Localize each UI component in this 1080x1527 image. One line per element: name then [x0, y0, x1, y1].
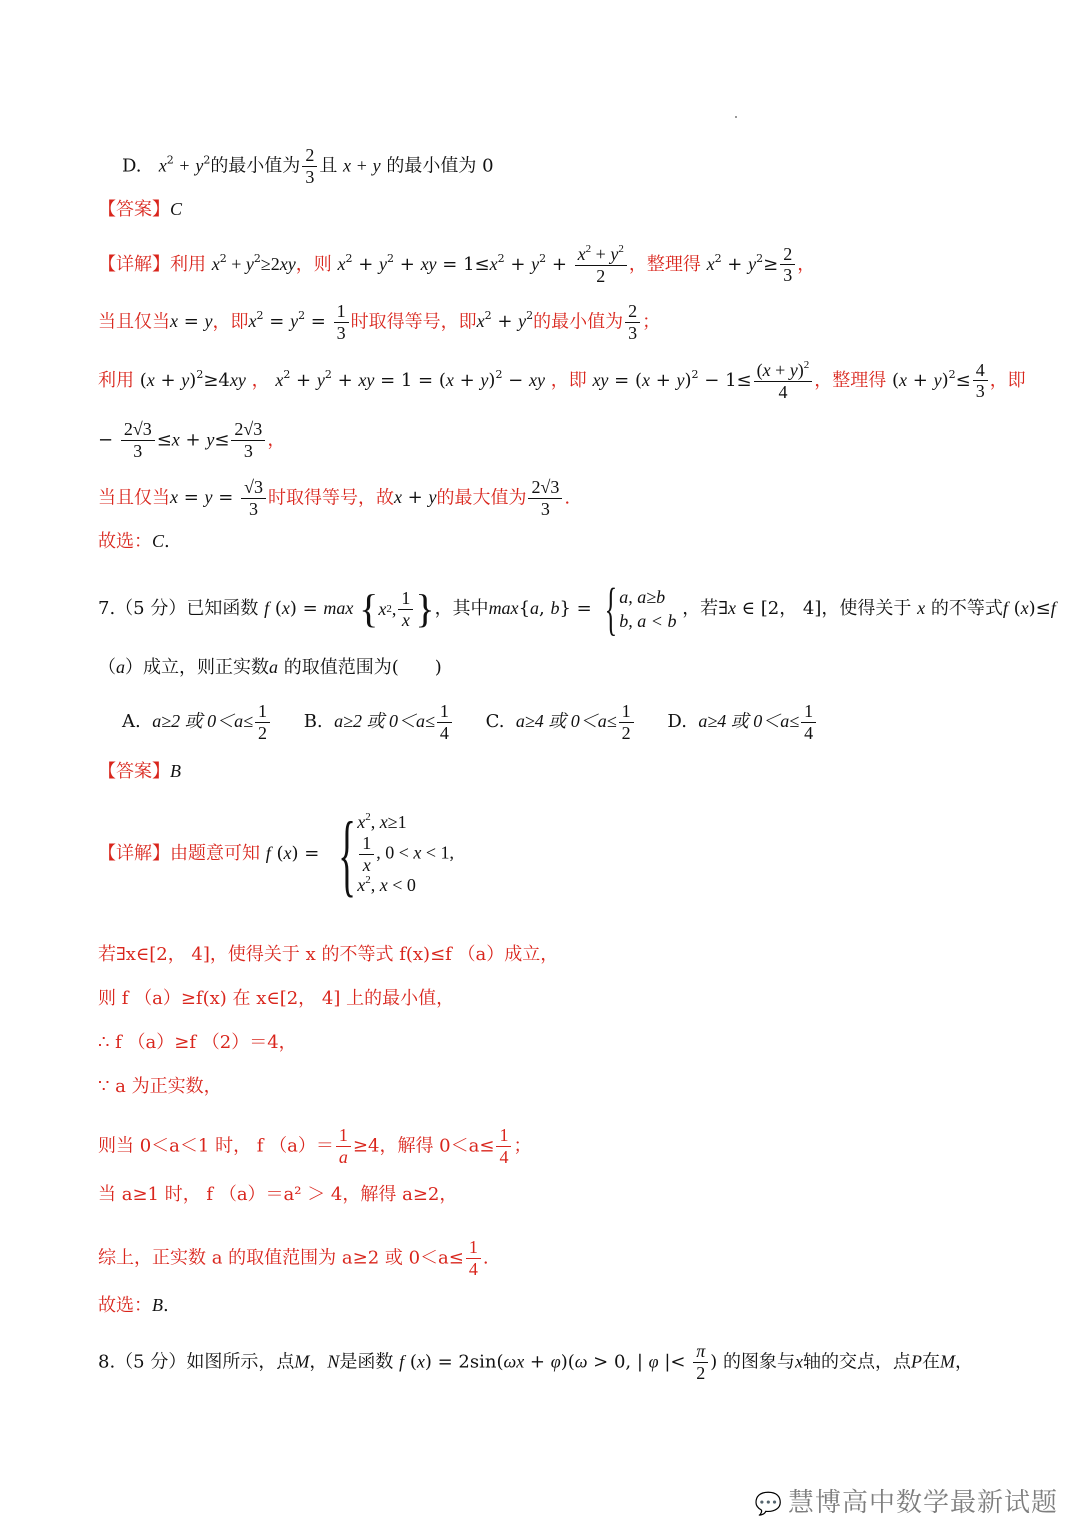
wechat-icon: 💬	[754, 1492, 783, 1517]
answer-7	[98, 762, 181, 781]
detail6-line3: 利用 $(x + y)^2\ge 4xy$ ， $x^2 + y^2$ + xy = $1 = (x + y)^2$ − xy ，即 xy = $(x + y)^2 - 1\le$ $\frac{(x + y)^2}{4}$ ，整理得 $(x + y)^2\le$ $\frac{4}{3}$ ，即	[98, 359, 1026, 402]
stray-dot	[735, 116, 737, 118]
question-7-line2: （a）成立，则正实数a 的取值范围为( )	[98, 657, 442, 678]
text: 8.（5 分）如图所示，点	[98, 1351, 295, 1373]
set-braces: { x 2 , $\frac{1}{x}$ }	[359, 586, 435, 631]
option-label: D.	[122, 155, 142, 177]
option-b[interactable]: B. a≥2 或 0＜a≤ $\frac{1}{4}$	[304, 711, 454, 732]
detail7-line5: 则当 0＜a＜1 时， f （a）＝ $\frac{1}{a}$ ≥4，解得 0＜a≤ $\frac{1}{4}$ ；	[98, 1125, 532, 1167]
text: ；	[513, 1135, 532, 1157]
text: ；	[642, 311, 661, 333]
question-8-line1: 8.（5 分）如图所示，点M，N是函数 f (x) = 2sin(ωx + φ)(ω > 0, | φ |< $\frac{\pi}{2}$ ) 的图象与x轴的交点，点P在M，	[98, 1341, 974, 1383]
option-a[interactable]: A. a≥2 或 0＜a≤ $\frac{1}{2}$	[122, 711, 272, 732]
text: 时取得等号，故	[267, 487, 394, 509]
detail7-choose	[98, 1296, 169, 1315]
detail7-line1: 若∃x∈[2， 4]，使得关于 x 的不等式 f(x)≤f （a）成立，	[98, 944, 559, 965]
detail7-line7: 综上，正实数 a 的取值范围为 a≥2 或 0＜a≤ $\frac{1}{4}$ .	[98, 1237, 489, 1279]
detail7-line3: ∴ f （a）≥f （2）＝4，	[98, 1032, 297, 1053]
text: 时取得等号，即	[350, 311, 477, 333]
text: 的取值范围为( )	[283, 657, 442, 678]
text: ，即	[550, 369, 587, 391]
text: ）成立，则正实数	[125, 657, 269, 678]
text: 的最小值为 0	[386, 155, 494, 177]
detail7-line2: 则 f （a）≥f(x) 在 x∈[2， 4] 上的最小值，	[98, 988, 455, 1009]
choice: C	[152, 531, 165, 551]
answer-6	[98, 200, 182, 219]
text: ，	[955, 1351, 974, 1373]
text: （	[98, 657, 116, 678]
choice: B	[152, 1295, 163, 1315]
option-d-line: D. $x^2 + y^2$的最小值为 $\frac{2}{3}$ 且 x + y 的最小值为 0	[122, 145, 494, 187]
watermark-text: 慧博高中数学最新试题	[787, 1488, 1058, 1518]
text: 当且仅当	[98, 311, 170, 333]
text: .	[164, 531, 170, 552]
text: .	[482, 1247, 489, 1269]
piecewise-function: { $x^2$, x≥1 $\frac{1}{x}$ , 0 < x < 1, $x^2$, x < 0	[338, 803, 455, 905]
watermark	[755, 1482, 1058, 1519]
text: ，其中	[434, 598, 489, 619]
answer-value: B	[170, 761, 181, 781]
text: ≥4，解得 0＜a≤	[352, 1135, 495, 1157]
option-d[interactable]: D. a≥4 或 0＜a≤ $\frac{1}{4}$	[667, 711, 818, 732]
question-7-line1: 7.（5 分）已知函数 f (x) = max { x 2 , $\frac{1}{x}$ } ，其中max{a, b} = { a, a≥b b, a < b ，若∃x ∈ [2， 4]，使得关于 x 的不等式f (x)≤f	[98, 576, 1056, 641]
detail6-line4: − $\frac{2√3}{3}$ ≤x + y≤ $\frac{2√3}{3}$ ，	[98, 419, 286, 461]
text: 当且仅当	[98, 487, 170, 509]
text: 综上，正实数 a 的取值范围为 a≥2 或 0＜a≤	[98, 1247, 464, 1269]
text: 是函数	[339, 1351, 394, 1373]
detail7-line4: ∵ a 为正实数，	[98, 1076, 222, 1097]
detail6-line5: 当且仅当x = y = $\frac{√3}{3}$ 时取得等号，故x + y的最大值为 $\frac{2√3}{3}$ .	[98, 477, 571, 519]
detail7-line6: 当 a≥1 时， f （a）＝a² ＞ 4，解得 a≥2，	[98, 1184, 458, 1205]
question-7-options	[122, 702, 844, 743]
detail7-piecewise: 【详解】由题意可知 f (x) = { $x^2$, x≥1 $\frac{1}{x}$ , 0 < x < 1, $x^2$, x < 0	[98, 803, 455, 905]
detail-tag: 【详解】	[98, 843, 170, 864]
piecewise: { a, a≥b b, a < b	[605, 576, 677, 641]
text: 的最大值为	[436, 487, 527, 509]
text: 在	[922, 1351, 941, 1373]
detail-tag: 【详解】	[98, 253, 170, 275]
text: 的最小值为	[210, 155, 301, 177]
answer-value: C	[170, 199, 183, 219]
text: 故选：	[98, 1295, 152, 1316]
text: 的最小值为	[533, 311, 624, 333]
text: ，	[309, 1351, 328, 1373]
fraction: $\frac{2}{3}$	[302, 146, 317, 187]
text: .	[564, 487, 571, 509]
text: ，则	[295, 253, 332, 275]
text: 且	[319, 155, 338, 177]
text: 由题意可知	[170, 843, 260, 864]
text: 则当 0＜a＜1 时， f （a）＝	[98, 1135, 334, 1157]
text: ，即	[212, 311, 249, 333]
question-number: 7.（5 分）已知函数	[98, 598, 259, 619]
text: ，	[797, 253, 816, 275]
text: 轴的交点，点	[803, 1351, 912, 1373]
text: 的图象与	[723, 1351, 796, 1373]
text: ，若	[682, 598, 719, 619]
text: 利用	[170, 253, 206, 275]
text: ，使得关于	[821, 598, 912, 619]
detail6-choose	[98, 532, 170, 551]
option-c[interactable]: C. a≥4 或 0＜a≤ $\frac{1}{2}$	[486, 711, 636, 732]
text: ，整理得	[628, 253, 701, 275]
text: 故选：	[98, 531, 152, 552]
text: 利用	[98, 369, 134, 391]
text: ，即	[989, 369, 1026, 391]
text: ，	[267, 429, 286, 451]
text: .	[163, 1295, 169, 1316]
answer-tag: 【答案】	[98, 199, 170, 220]
detail6-line1: 【详解】利用 $x^2 + y^2\ge 2xy$，则 $x^2 + y^2$ + xy = $1\le x^2 + y^2$ + $\frac{x^2 + y^2}{2}$ ，整理得 $x^2 + y^2\ge$ $\frac{2}{3}$ ，	[98, 243, 816, 286]
answer-tag: 【答案】	[98, 761, 170, 782]
detail6-line2: 当且仅当x = y，即$x^2 = y^2$ = $\frac{1}{3}$ 时取得等号，即$x^2 + y^2$的最小值为 $\frac{2}{3}$ ；	[98, 301, 661, 343]
text: ，整理得	[814, 369, 887, 391]
text: 的不等式	[930, 598, 1003, 619]
